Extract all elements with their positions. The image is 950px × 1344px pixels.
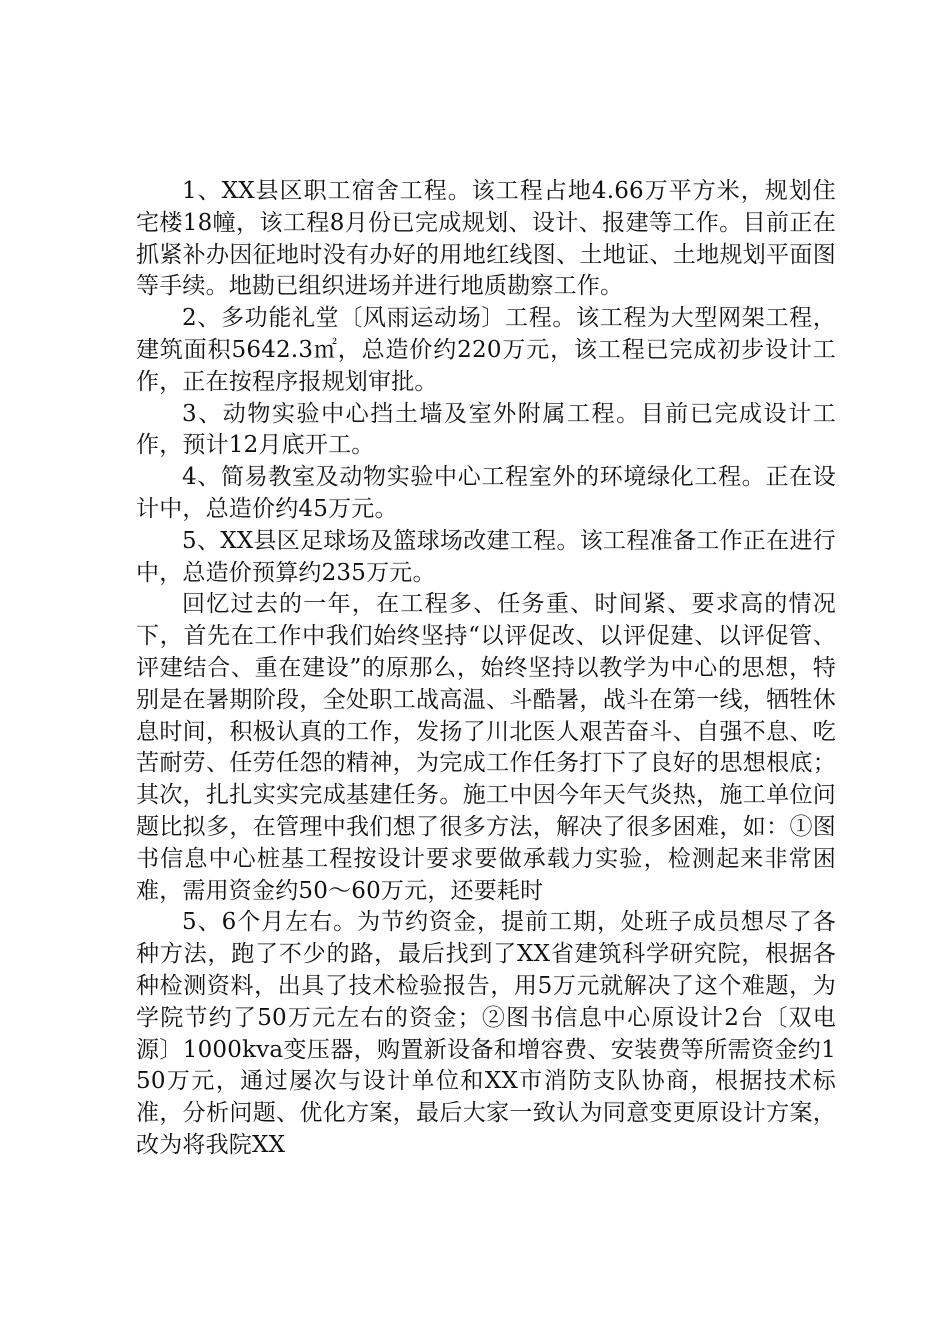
paragraph-auditorium-project: 2、多功能礼堂〔风雨运动场〕工程。该工程为大型网架工程，建筑面积5642.3㎡，总造价约220万元，该工程已完成初步设计工作，正在按程序报规划审批。 [136,305,836,395]
paragraph-year-review: 回忆过去的一年，在工程多、任务重、时间紧、要求高的情况下，首先在工作中我们始终坚持“以评促改、以评促建、以评促管、评建结合、重在建设”的原那么，始终坚持以教学为中心的思想，特别是在暑期阶段，全处职工战高温、斗酷暑，战斗在第一线，牺牲休息时间，积极认真的工作，发扬了川北医人艰苦奋斗、自强不息、吃苦耐劳、任劳任怨的精神，为完成工作任务打下了良好的思想根底；其次，扎扎实实完成基建任务。施工中因今年天气炎热，施工单位问题比拟多，在管理中我们想了很多方法，解决了很多困难，如：①图书信息中心桩基工程按设计要求要做承载力实验，检测起来非常困难，需用资金约50～60万元，还要耗时 [136,591,836,904]
paragraph-cost-saving: 5、6个月左右。为节约资金，提前工期，处班子成员想尽了各种方法，跑了不少的路，最后找到了XX省建筑科学研究院，根据各种检测资料，出具了技术检验报告，用5万元就解决了这个难题，为学院节约了50万元左右的资金；②图书信息中心原设计2台〔双电源〕1000kva变压器，购置新设备和增容费、安装费等所需资金约150万元，通过屡次与设计单位和XX市消防支队协商，根据技术标准，分析问题、优化方案，最后大家一致认为同意变更原设计方案，改为将我院XX [136,909,836,1158]
paragraph-greening-project: 4、简易教室及动物实验中心工程室外的环境绿化工程。正在设计中，总造价约45万元。 [136,464,836,522]
paragraph-dormitory-project: 1、XX县区职工宿舍工程。该工程占地4.66万平方米，规划住宅楼18幢，该工程8月份已完成规划、设计、报建等工作。目前正在抓紧补办因征地时没有办好的用地红线图、土地证、土地规划平面图等手续。地勘已组织进场并进行地质勘察工作。 [136,178,836,300]
document-body [136,176,836,1162]
paragraph-sports-field-project: 5、XX县区足球场及篮球场改建工程。该工程准备工作正在进行中，总造价预算约235万元。 [136,527,836,586]
paragraph-retaining-wall-project: 3、动物实验中心挡土墙及室外附属工程。目前已完成设计工作，预计12月底开工。 [136,400,836,459]
